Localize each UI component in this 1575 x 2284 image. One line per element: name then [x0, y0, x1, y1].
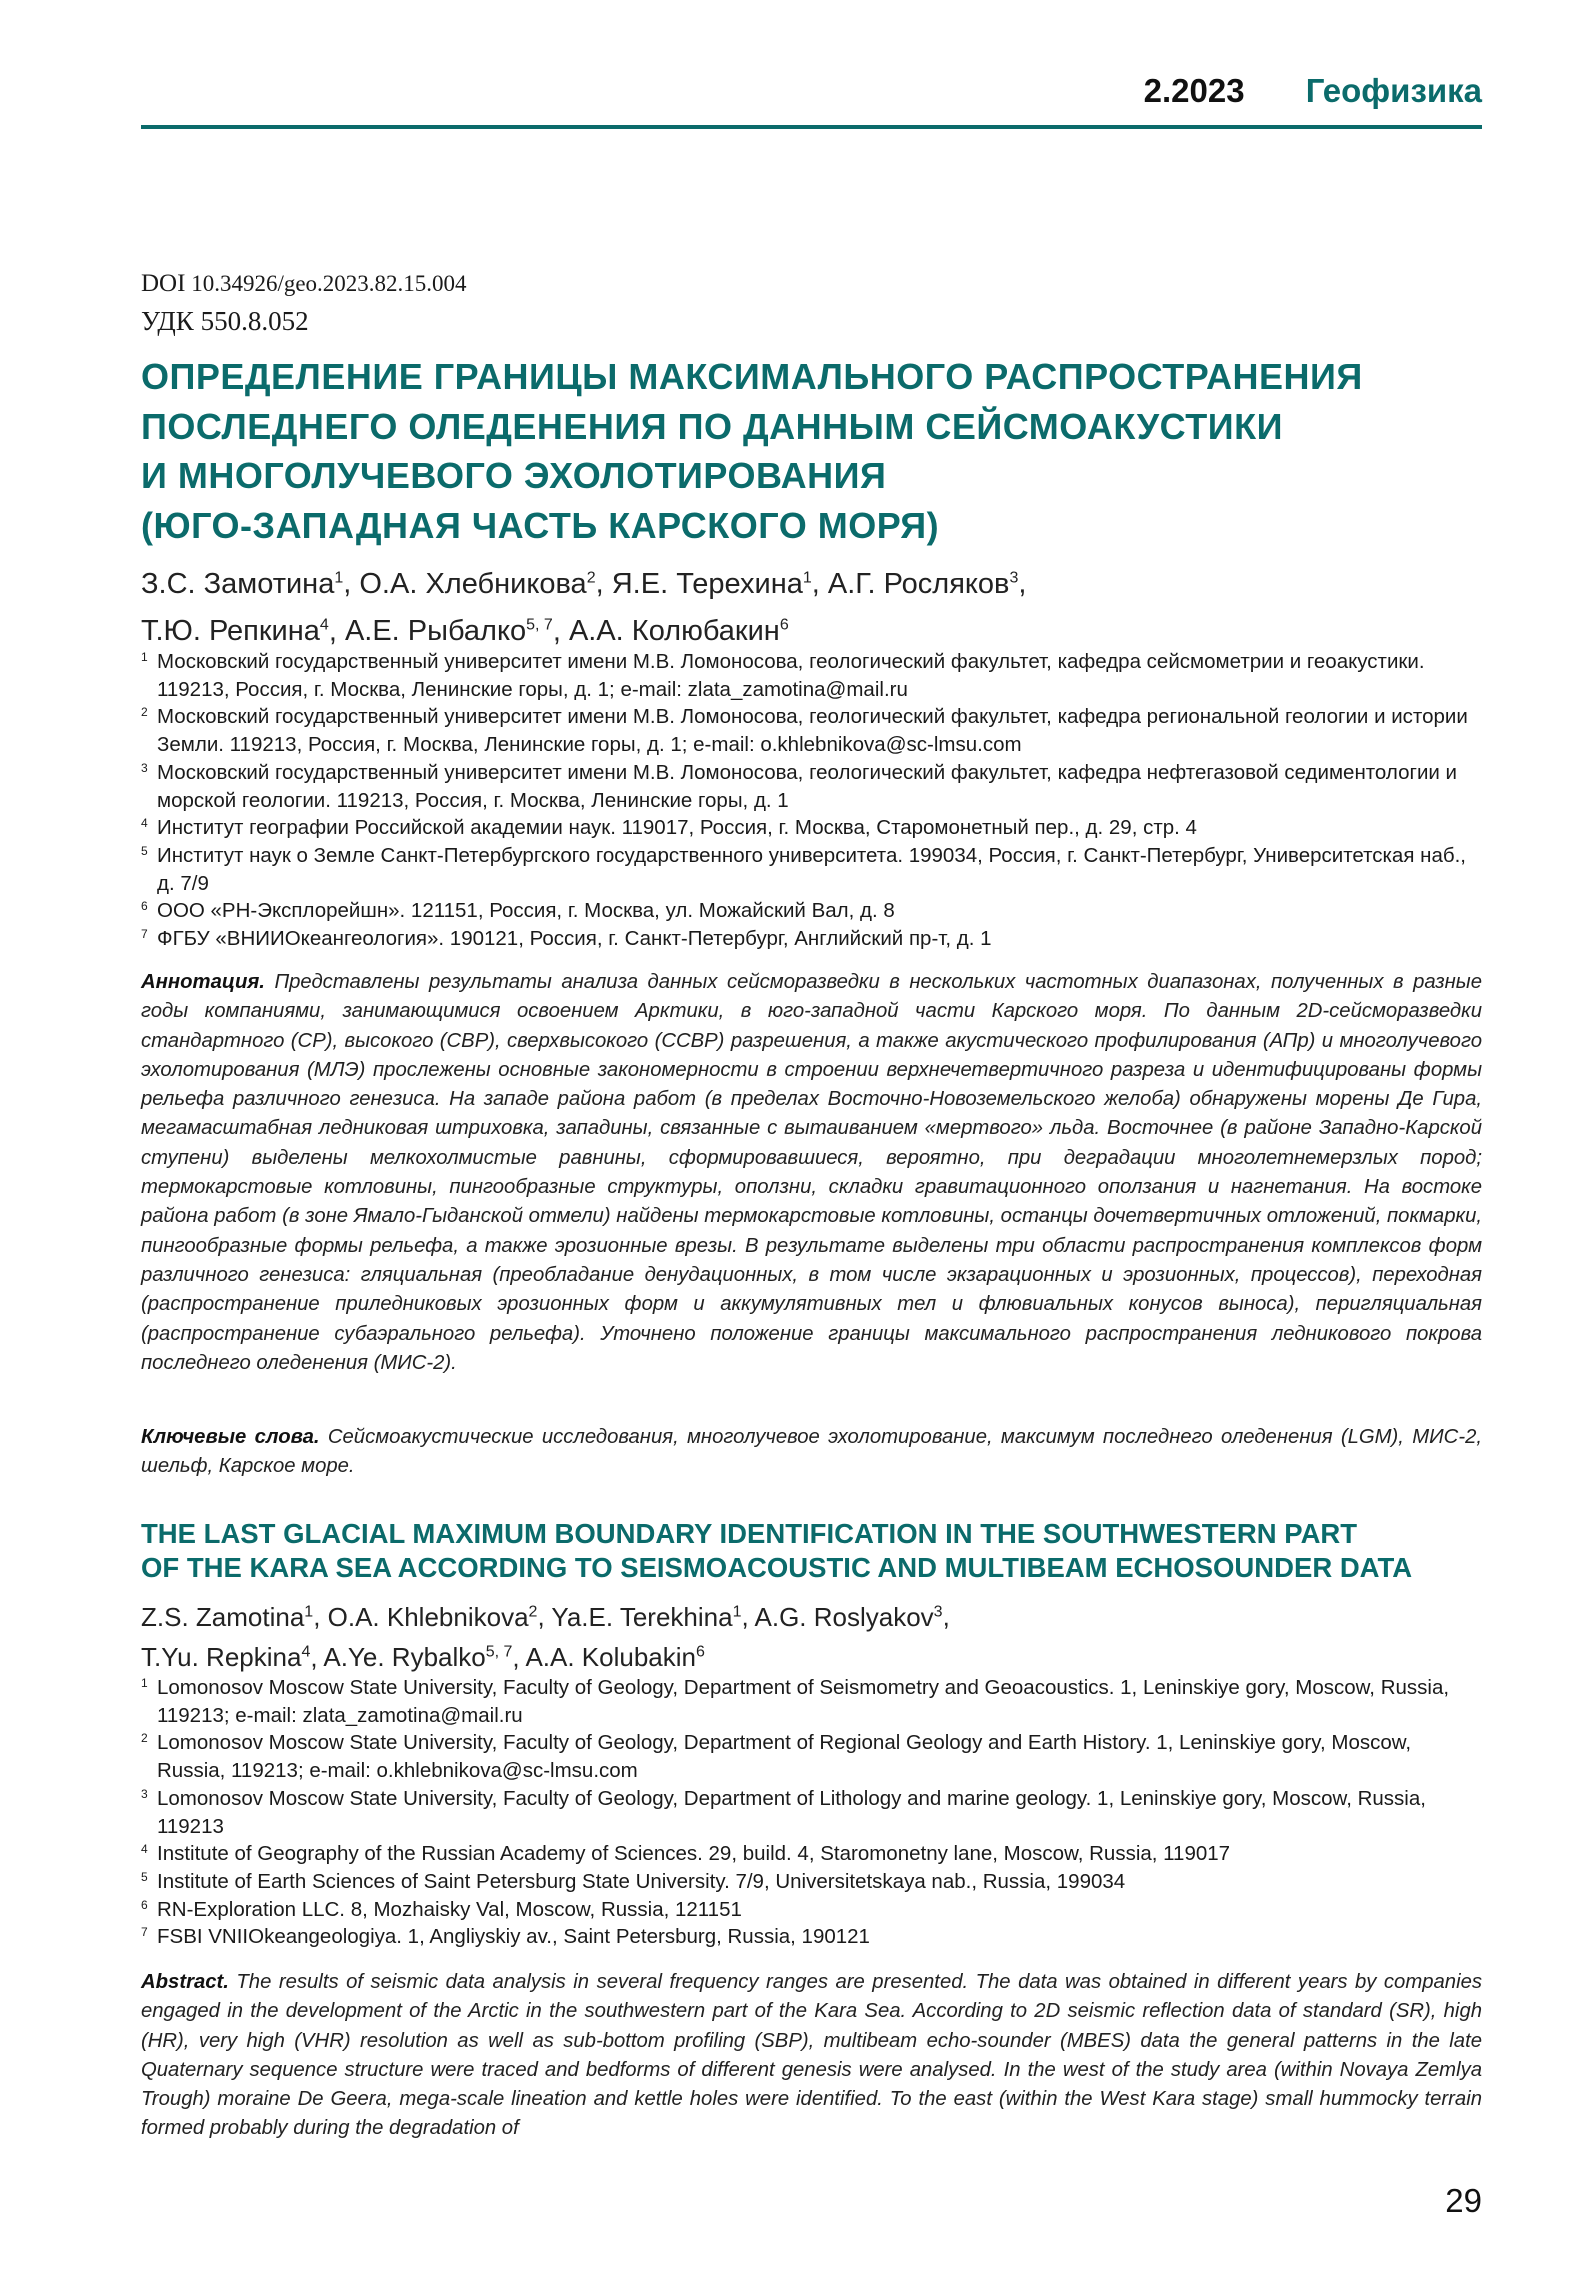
- author: [141, 615, 329, 647]
- title-line: ОПРЕДЕЛЕНИЕ ГРАНИЦЫ МАКСИМАЛЬНОГО РАСПРОСТРАНЕНИЯ: [141, 356, 1363, 397]
- affiliation-text: Lomonosov Moscow State University, Faculty of Geology, Department of Lithology and marine geology. 1, Leninskiye gory, Moscow, Russia, 119213: [157, 1786, 1426, 1838]
- author-affiliation-ref: 2: [528, 1603, 538, 1620]
- affiliation-text: Московский государственный университет имени М.В. Ломоносова, геологический факультет, кафедра нефтегазовой седиментологии и морской геологии. 119213, Россия, г. Москва, Ленинские горы, д. 1: [157, 760, 1457, 812]
- annotation-label: Аннотация.: [141, 971, 265, 993]
- keywords-ru: [141, 1423, 1482, 1482]
- affiliation: [141, 1868, 1482, 1896]
- affiliation-number: 2: [141, 705, 148, 720]
- affiliation-number: 4: [141, 1842, 148, 1857]
- author: [345, 615, 553, 647]
- affiliation-text: FSBI VNIIOkeangeologiya. 1, Angliyskiy av., Saint Petersburg, Russia, 190121: [157, 1925, 870, 1949]
- author: [525, 1642, 704, 1672]
- article-title-en: [141, 1517, 1482, 1585]
- affiliation-text: Институт географии Российской академии наук. 119017, Россия, г. Москва, Старомонетный пер., д. 29, стр. 4: [157, 816, 1197, 840]
- affiliation: [141, 1923, 1482, 1951]
- affiliation: [141, 925, 1482, 953]
- author: [612, 568, 812, 600]
- affiliation: [141, 1896, 1482, 1924]
- author-name: А.Г. Росляков: [827, 567, 1010, 600]
- author-name: A.A. Kolubakin: [525, 1642, 696, 1673]
- author-affiliation-ref: 4: [301, 1643, 311, 1661]
- affiliation: [141, 842, 1482, 897]
- authors-ru: З.С. Замотина$^1$, О.А. Хлебникова$^2$, Я.Е. Терехина$^1$, А.Г. Росляков$^3$, Т.Ю. Репкина$^4$, А.Е. Рыбалко$^{5, 7}$, А.А. Колюбакин$^6$: [141, 567, 1027, 648]
- affiliation-text: Institute of Earth Sciences of Saint Petersburg State University. 7/9, Universitetskaya nab., Russia, 199034: [157, 1869, 1126, 1893]
- title-line: ПОСЛЕДНЕГО ОЛЕДЕНЕНИЯ ПО ДАННЫМ СЕЙСМОАКУСТИКИ: [141, 405, 1283, 447]
- abstract-text: The results of seismic data analysis in several frequency ranges are presented. The data was obtained in different years by companies engaged in the development of the Arctic in the southwestern part of the Kara Sea. According to 2D seismic reflection data of standard (SR), high (HR), very high (VHR) resolution as well as sub-bottom profiling (SBP), multibeam echo-sounder (MBES) data the general patterns in the late Quaternary sequence structure were traced and bedforms of different genesis were analysed. In the west of the study area (within Novaya Zemlya Trough) moraine De Geera, mega-scale lineation and kettle holes were identified. To the east (within the West Kara stage) small hummocky terrain formed probably during the degradation of: [141, 1971, 1482, 2140]
- keywords-label: Ключевые слова.: [141, 1426, 320, 1448]
- author-affiliation-ref: 5, 7: [526, 616, 553, 634]
- affiliation-number: 5: [141, 1869, 148, 1884]
- author-affiliation-ref: 6: [779, 616, 789, 634]
- affiliation-text: Lomonosov Moscow State University, Faculty of Geology, Department of Seismometry and Geoacoustics. 1, Leninskiye gory, Moscow, Russia, 119213; e-mail: zlata_zamotina@mail.ru: [157, 1676, 1450, 1727]
- author-name: З.С. Замотина: [141, 567, 335, 600]
- keywords-text: Сейсмоакустические исследования, многолучевое эхолотирование, максимум последнего оледенения (LGM), МИС-2, шельф, Карское море.: [141, 1426, 1482, 1478]
- author: [141, 568, 343, 600]
- affiliation-text: Московский государственный университет имени М.В. Ломоносова, геологический факультет, кафедра сейсмометрии и геоакустики. 119213, Россия, г. Москва, Ленинские горы, д. 1; e-mail: zlata_zamotina@mail.ru: [157, 650, 1425, 701]
- affiliation-number: 7: [141, 927, 148, 942]
- author-name: O.A. Khlebnikova: [327, 1601, 529, 1632]
- affiliation: [141, 1729, 1482, 1784]
- author-affiliation-ref: 1: [334, 569, 344, 586]
- journal-name: Геофизика: [1305, 72, 1482, 109]
- title-line: OF THE KARA SEA ACCORDING TO SEISMOACOUSTIC AND MULTIBEAM ECHOSOUNDER DATA: [141, 1552, 1413, 1583]
- affiliation: [141, 1674, 1482, 1729]
- affiliation-text: Институт наук о Земле Санкт-Петербургского государственного университета. 199034, Россия, г. Санкт-Петербург, Университетская наб., д. 7/9: [157, 843, 1466, 895]
- author-name: Я.Е. Терехина: [611, 567, 803, 600]
- title-line: THE LAST GLACIAL MAXIMUM BOUNDARY IDENTIFICATION IN THE SOUTHWESTERN PART: [141, 1518, 1358, 1549]
- affiliation-text: Lomonosov Moscow State University, Faculty of Geology, Department of Regional Geology and Earth History. 1, Leninskiye gory, Moscow, Russia, 119213; e-mail: o.khlebnikova@sc-lmsu.com: [157, 1731, 1412, 1783]
- affiliation: [141, 1785, 1482, 1840]
- author-name: А.Е. Рыбалко: [344, 615, 527, 648]
- author: [755, 1602, 943, 1632]
- author-affiliation-ref: 3: [1009, 569, 1019, 586]
- affiliation-text: RN-Exploration LLC. 8, Mozhaisky Val, Moscow, Russia, 121151: [157, 1897, 742, 1921]
- author: [828, 568, 1018, 600]
- author: [551, 1602, 741, 1632]
- author-affiliation-ref: 1: [304, 1603, 314, 1620]
- title-line: (ЮГО-ЗАПАДНАЯ ЧАСТЬ КАРСКОГО МОРЯ): [141, 504, 940, 546]
- affiliation: [141, 648, 1482, 703]
- author-name: T.Yu. Repkina: [141, 1642, 302, 1673]
- affiliation: [141, 759, 1482, 814]
- author: [323, 1642, 512, 1672]
- affiliation-number: 4: [141, 816, 148, 831]
- affiliation: [141, 1840, 1482, 1868]
- annotation: [141, 968, 1482, 1378]
- affiliations-en: [141, 1674, 1482, 1951]
- author: [141, 1642, 310, 1672]
- author: [569, 615, 789, 647]
- affiliation-number: 5: [141, 843, 148, 858]
- affiliation-number: 3: [141, 760, 148, 775]
- affiliation-number: 6: [141, 899, 148, 914]
- author-name: A.Ye. Rybalko: [323, 1642, 486, 1673]
- affiliation-number: 1: [141, 1676, 148, 1690]
- affiliation: [141, 897, 1482, 925]
- affiliation-number: 3: [141, 1786, 148, 1801]
- author-affiliation-ref: 1: [732, 1603, 742, 1620]
- doi-label: DOI: [141, 270, 186, 297]
- author-affiliation-ref: 5, 7: [485, 1643, 513, 1661]
- author: [328, 1602, 538, 1632]
- page-number: 29: [1445, 2182, 1482, 2219]
- author-name: A.G. Roslyakov: [754, 1601, 934, 1632]
- author-affiliation-ref: 4: [319, 616, 329, 634]
- affiliation-text: ООО «РН-Эксплорейшн». 121151, Россия, г. Москва, ул. Можайский Вал, д. 8: [157, 899, 895, 923]
- authors-en: Z.S. Zamotina$^1$, O.A. Khlebnikova$^2$, Ya.E. Terekhina$^1$, A.G. Roslyakov$^3$, T.Yu. Repkina$^4$, A.Ye. Rybalko$^{5, 7}$, A.A. Kolubakin$^6$: [141, 1601, 950, 1673]
- udk: УДК 550.8.052: [141, 306, 309, 336]
- doi-value[interactable]: 10.34926/geo.2023.82.15.004: [191, 271, 467, 296]
- affiliation-number: 1: [141, 650, 148, 664]
- title-line: И МНОГОЛУЧЕВОГО ЭХОЛОТИРОВАНИЯ: [141, 455, 887, 496]
- affiliation-text: Institute of Geography of the Russian Academy of Sciences. 29, build. 4, Staromonetny lane, Moscow, Russia, 119017: [157, 1842, 1231, 1866]
- author-name: Ya.E. Terekhina: [551, 1601, 733, 1632]
- running-header: [1144, 72, 1482, 110]
- affiliation: [141, 703, 1482, 758]
- author-affiliation-ref: 1: [802, 569, 812, 586]
- issue-number: 2.2023: [1143, 72, 1245, 109]
- article-title-ru: [141, 352, 1482, 550]
- author-name: Т.Ю. Репкина: [141, 615, 320, 648]
- author-name: А.А. Колюбакин: [568, 615, 780, 648]
- author-name: О.А. Хлебникова: [359, 567, 587, 600]
- affiliation-number: 7: [141, 1925, 148, 1940]
- header-divider: [141, 125, 1482, 129]
- doi: [141, 270, 1482, 298]
- author: [141, 1602, 313, 1632]
- abstract-en: [141, 1968, 1482, 2144]
- author-affiliation-ref: 6: [696, 1643, 705, 1661]
- author-affiliation-ref: 2: [586, 569, 596, 586]
- affiliation: [141, 814, 1482, 842]
- affiliation-text: Московский государственный университет имени М.В. Ломоносова, геологический факультет, кафедра региональной геологии и истории Земли. 119213, Россия, г. Москва, Ленинские горы, д. 1; e-mail: o.khlebnikova@sc-lmsu.com: [157, 705, 1468, 757]
- annotation-text: Представлены результаты анализа данных сейсморазведки в нескольких частотных диапазонах, полученных в разные годы компаниями, занимающимися освоением Арктики, в юго-западной части Карского моря. По данным 2D-сейсморазведки стандартного (СР), высокого (СВР), сверхвысокого (ССВР) разрешения, а также акустического профилирования (АПр) и многолучевого эхолотирования (МЛЭ) прослежены основные закономерности в строении верхнечетвертичного разреза и идентифицированы формы рельефа различного генезиса. На западе района работ (в пределах Восточно-Новоземельского желоба) обнаружены морены Де Гира, мегамасштабная ледниковая штриховка, западины, связанные с вытаиванием «мертвого» льда. Восточнее (в районе Западно-Карской ступени) выделены мелкохолмистые равнины, сформировавшиеся, вероятно, при деградации многолетнемерзлых пород; термокарстовые котловины, пингообразные структуры, оползни, складки гравитационного оползания и нагнетания. На востоке района работ (в зоне Ямало-Гыданской отмели) найдены термокарстовые котловины, останцы дочетвертичных отложений, покмарки, пингообразные формы рельефа, а также эрозионные врезы. В результате выделены три области распространения комплексов форм различного генезиса: гляциальная (преобладание денудационных, в том числе экзарационных и эрозионных, процессов), переходная (распространение приледниковых эрозионных форм и аккумулятивных тел и флювиальных конусов выноса), перигляциальная (распространение субаэрального рельефа). Уточнено положение границы максимального распространения ледникового покрова последнего оледенения (МИС-2).: [141, 971, 1482, 1374]
- affiliation-text: ФГБУ «ВНИИОкеангеология». 190121, Россия, г. Санкт-Петербург, Английский пр-т, д. 1: [157, 927, 992, 951]
- affiliation-number: 6: [141, 1897, 148, 1912]
- author-affiliation-ref: 3: [933, 1603, 943, 1620]
- affiliation-number: 2: [141, 1731, 148, 1746]
- abstract-label: Abstract.: [141, 1971, 229, 1993]
- author: [359, 568, 595, 600]
- affiliations-ru: [141, 648, 1482, 953]
- author-name: Z.S. Zamotina: [141, 1601, 305, 1632]
